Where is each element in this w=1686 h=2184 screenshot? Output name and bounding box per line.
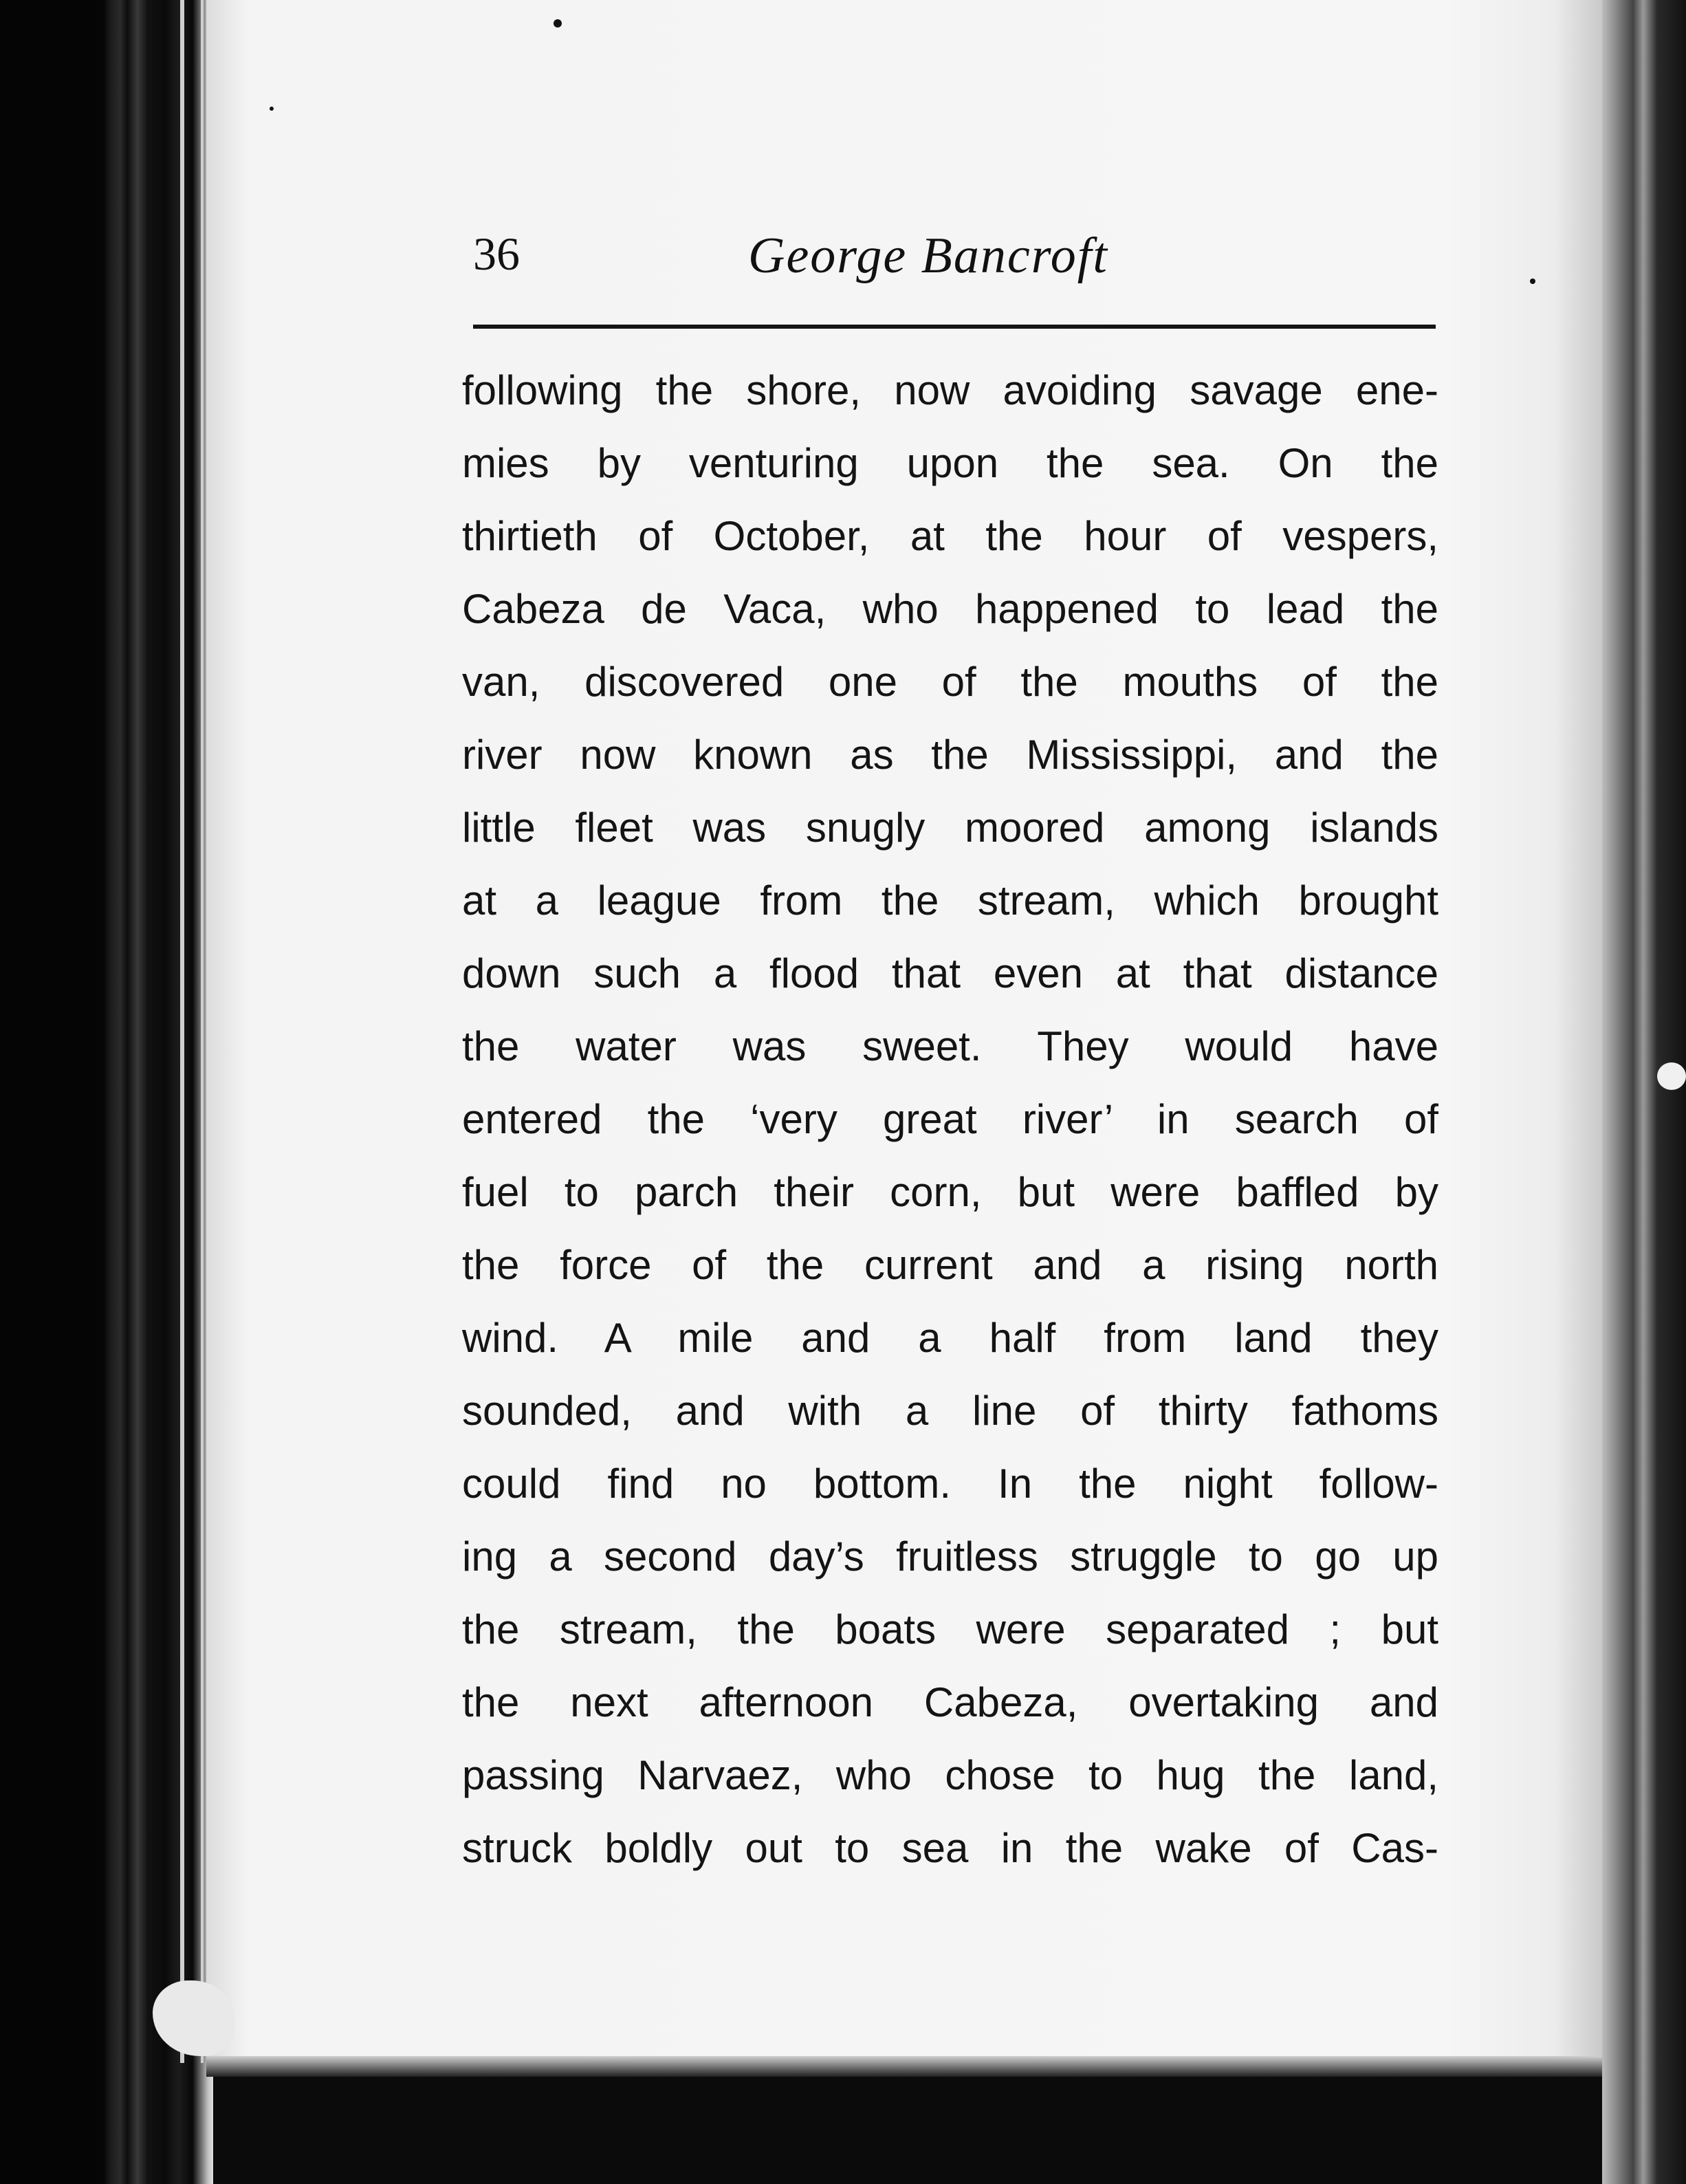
text-line: the next afternoon Cabeza, overtaking and [462,1679,1438,1725]
running-head [473,227,1436,303]
page-bottom-edge [206,2056,1602,2077]
text-line: following the shore, now avoiding savage ene- [462,367,1438,413]
text-line: sounded, and with a line of thirty fathoms [462,1388,1438,1434]
text-line: fuel to parch their corn, but were baffled by [462,1169,1438,1215]
gutter-edge-line [180,0,184,2063]
scan-speck [1530,279,1535,284]
text-line: wind. A mile and a half from land they [462,1315,1438,1361]
text-line: thirtieth of October, at the hour of vespers, [462,513,1438,559]
text-line: could find no bottom. In the night follow- [462,1461,1438,1507]
header-rule [473,325,1436,329]
scan-speck [270,107,274,111]
text-line: at a league from the stream, which brought [462,877,1438,924]
text-line: struck boldly out to sea in the wake of Cas- [462,1825,1438,1871]
text-line: little fleet was snugly moored among islands [462,805,1438,851]
text-line: the water was sweet. They would have [462,1023,1438,1069]
gutter-edge-line [201,0,204,2063]
text-line: down such a flood that even at that distance [462,950,1438,996]
text-line: the stream, the boats were separated ; but [462,1606,1438,1652]
text-line: river now known as the Mississippi, and the [462,732,1438,778]
page-number: 36 [473,228,520,280]
text-line: mies by venturing upon the sea. On the [462,440,1438,486]
text-line: van, discovered one of the mouths of the [462,659,1438,705]
text-line: passing Narvaez, who chose to hug the land, [462,1752,1438,1798]
running-title: George Bancroft [748,228,1108,284]
text-line: Cabeza de Vaca, who happened to lead the [462,586,1438,632]
page-stack-right-edge [1602,0,1686,2184]
text-line: the force of the current and a rising north [462,1242,1438,1288]
body-text [462,354,1438,1885]
scan-blemish [1657,1062,1686,1090]
text-line: ing a second day’s fruitless struggle to go up [462,1533,1438,1580]
text-line: entered the ‘very great river’ in search of [462,1096,1438,1142]
scan-speck [554,19,562,28]
